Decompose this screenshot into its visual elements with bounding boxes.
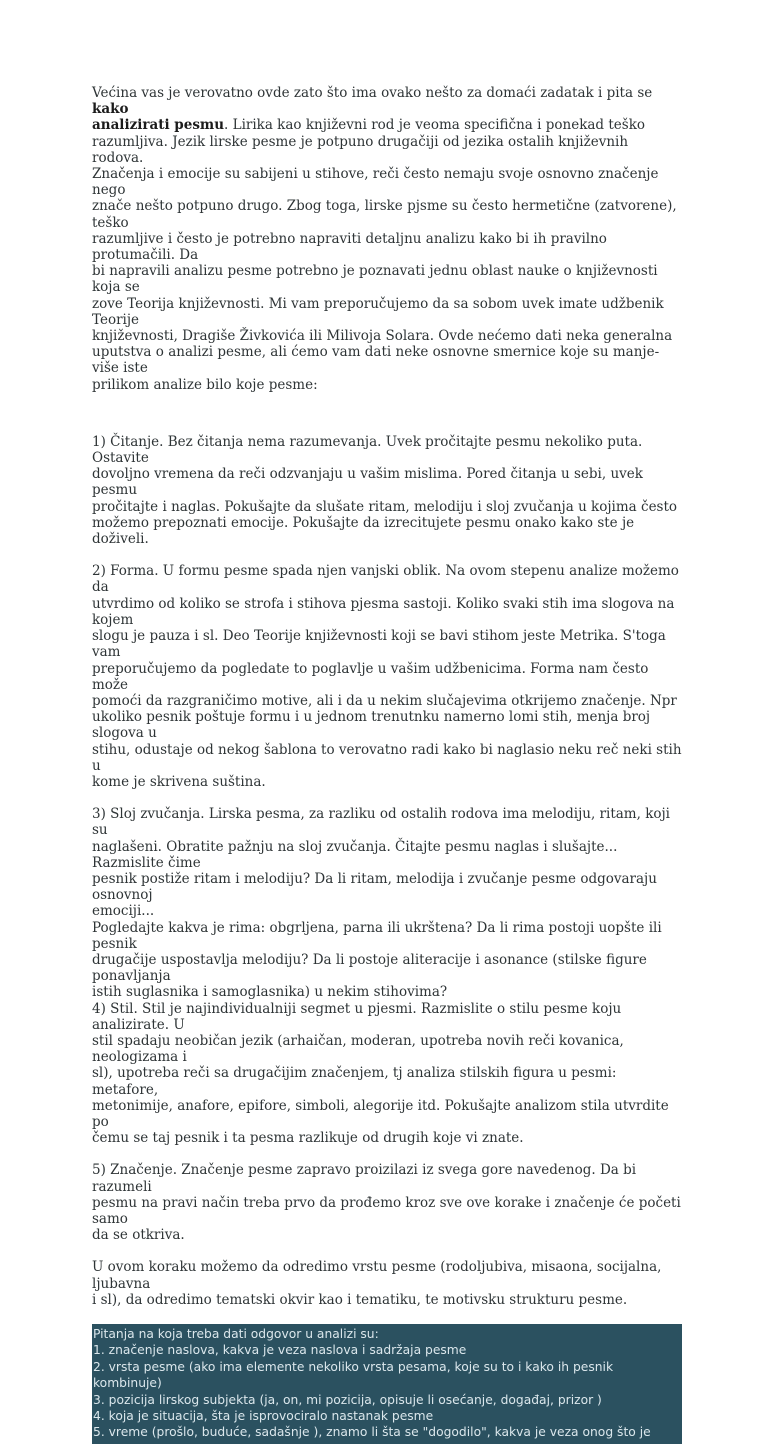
intro-keyword: kako analizirati pesmu	[92, 101, 225, 134]
question-item: 2. vrsta pesme (ako ima elemente nekoliko vrsta pesama, koje su to i kako ih pesnik kombinuje)	[93, 1359, 614, 1391]
section-meaning: 5) Značenje. Značenje pesme zapravo proizilazi iz svega gore navedenog. Da bi razumeli pesmu na pravi način treba prvo da prođemo kroz sve ove korake i značenje će početi samo da se otkriva.	[92, 1162, 681, 1244]
section-style: 4) Stil. Stil je najindividualniji segmet u pjesmi. Razmislite o stilu pesme koju analizirate. U stil spadaju neobičan jezik (arhaičan, moderan, upotreba novih reči kovanica, neologizama i sl), upotreba reči sa drugačijim značenjem, tj analiza stilskih figura u pesmi: metafore, metonimije, anafore, epifore, simboli, alegorije itd. Pokušajte analizom stila utvrdite po čemu se taj pesnik i ta pesma razlikuje od drugih koje vi znate.	[92, 1000, 669, 1147]
intro-text-rest: . Lirika kao književni rod je veoma specifična i ponekad teško razumljiva. Jezik lirske pesme je potpuno drugačiji od jezika ostalih književnih rodova. Značenja i emocije su sabijeni u stihove, reči često nemaju svoje osnovno značenje nego znače nešto potpuno drugo. Zbog toga, lirske pjsme su često hermetične (zatvorene), teško razumljive i često je potrebno napraviti detaljnu analizu kako bi ih pravilno protumačili. Da bi napravili analizu pesme potrebno je poznavati jednu oblast nauke o književnosti koja se zove Teorija književnosti. Mi vam preporučujemo da sa sobom uvek imate udžbenik Teorije književnosti, Dragiše Živkovića ili Milivoja Solara. Ovde nećemo dati neka generalna uputstva o analizi pesme, ali ćemo vam dati neke osnovne smernice koje su manje-više iste prilikom analize bilo koje pesme:	[92, 117, 677, 393]
question-item: 5. vreme (prošlo, buduće, sadašnje ), znamo li šta se "dogodilo", kakva je veza onog što je	[93, 1425, 651, 1440]
section-sound: 3) Sloj zvučanja. Lirska pesma, za razliku od ostalih rodova ima melodiju, ritam, koji su naglašeni. Obratite pažnju na sloj zvučanja. Čitajte pesmu naglas i slušajte... Razmislite čime pesnik postiže ritam i melodiju? Da li ritam, melodija i zvučanje pesme odgovaraju osnovnoj emociji... Pogledajte kakva je rima: obgrljena, parna ili ukrštena? Da li rima postoji uopšte ili pesnik drugačije uspostavlja melodiju? Da li postoje aliteracije i asonance (stilske figure ponavljanja istih suglasnika i samoglasnika) u nekim stihovima?	[92, 806, 671, 1001]
section-reading: 1) Čitanje. Bez čitanja nema razumevanja. Uvek pročitajte pesmu nekoliko puta. Ostavite dovoljno vremena da reči odzvanjaju u vašim mislima. Pored čitanja u sebi, uvek pesmu pročitajte i naglas. Pokušajte da slušate ritam, melodiju i sloj zvučanja u kojima često možemo prepoznati emocije. Pokušajte da izrecitujete pesmu onako kako ste je doživeli.	[92, 433, 678, 548]
question-item: 4. koja je situacija, šta je isprovociralo nastanak pesme	[93, 1409, 434, 1424]
question-item: 1. značenje naslova, kakva je veza naslova i sadržaja pesme	[93, 1343, 467, 1358]
questions-title: Pitanja na koja treba dati odgovor u analizi su:	[93, 1327, 379, 1342]
intro-paragraph	[92, 85, 682, 393]
section-type: U ovom koraku možemo da odredimo vrstu pesme (rodoljubiva, misaona, socijalna, ljubavna i sl), da odredimo tematski okvir kao i tematiku, te motivsku strukturu pesme.	[92, 1259, 662, 1308]
intro-text-start: Većina vas je verovatno ovde zato što ima ovako nešto za domaći zadatak i pita se	[92, 85, 653, 101]
questions-box	[92, 1324, 682, 1444]
question-item: 3. pozicija lirskog subjekta (ja, on, mi pozicija, opisuje li osećanje, događaj, prizor )	[93, 1392, 602, 1407]
section-form: 2) Forma. U formu pesme spada njen vanjski oblik. Na ovom stepenu analize možemo da utvrdimo od koliko se strofa i stihova pjesma sastoji. Koliko svaki stih ima slogova na kojem slogu je pauza i sl. Deo Teorije književnosti koji se bavi stihom jeste Metrika. S'toga vam preporučujemo da pogledate to poglavlje u vašim udžbenicima. Forma nam često može pomoći da razgraničimo motive, ali i da u nekim slučajevima otkrijemo značenje. Npr ukoliko pesnik poštuje formu i u jednom trenutnku namerno lomi stih, menja broj slogova u stihu, odustaje od nekog šablona to verovatno radi kako bi naglasio neku reč neki stih u kome je skrivena suština.	[92, 563, 682, 790]
article	[92, 85, 682, 1444]
